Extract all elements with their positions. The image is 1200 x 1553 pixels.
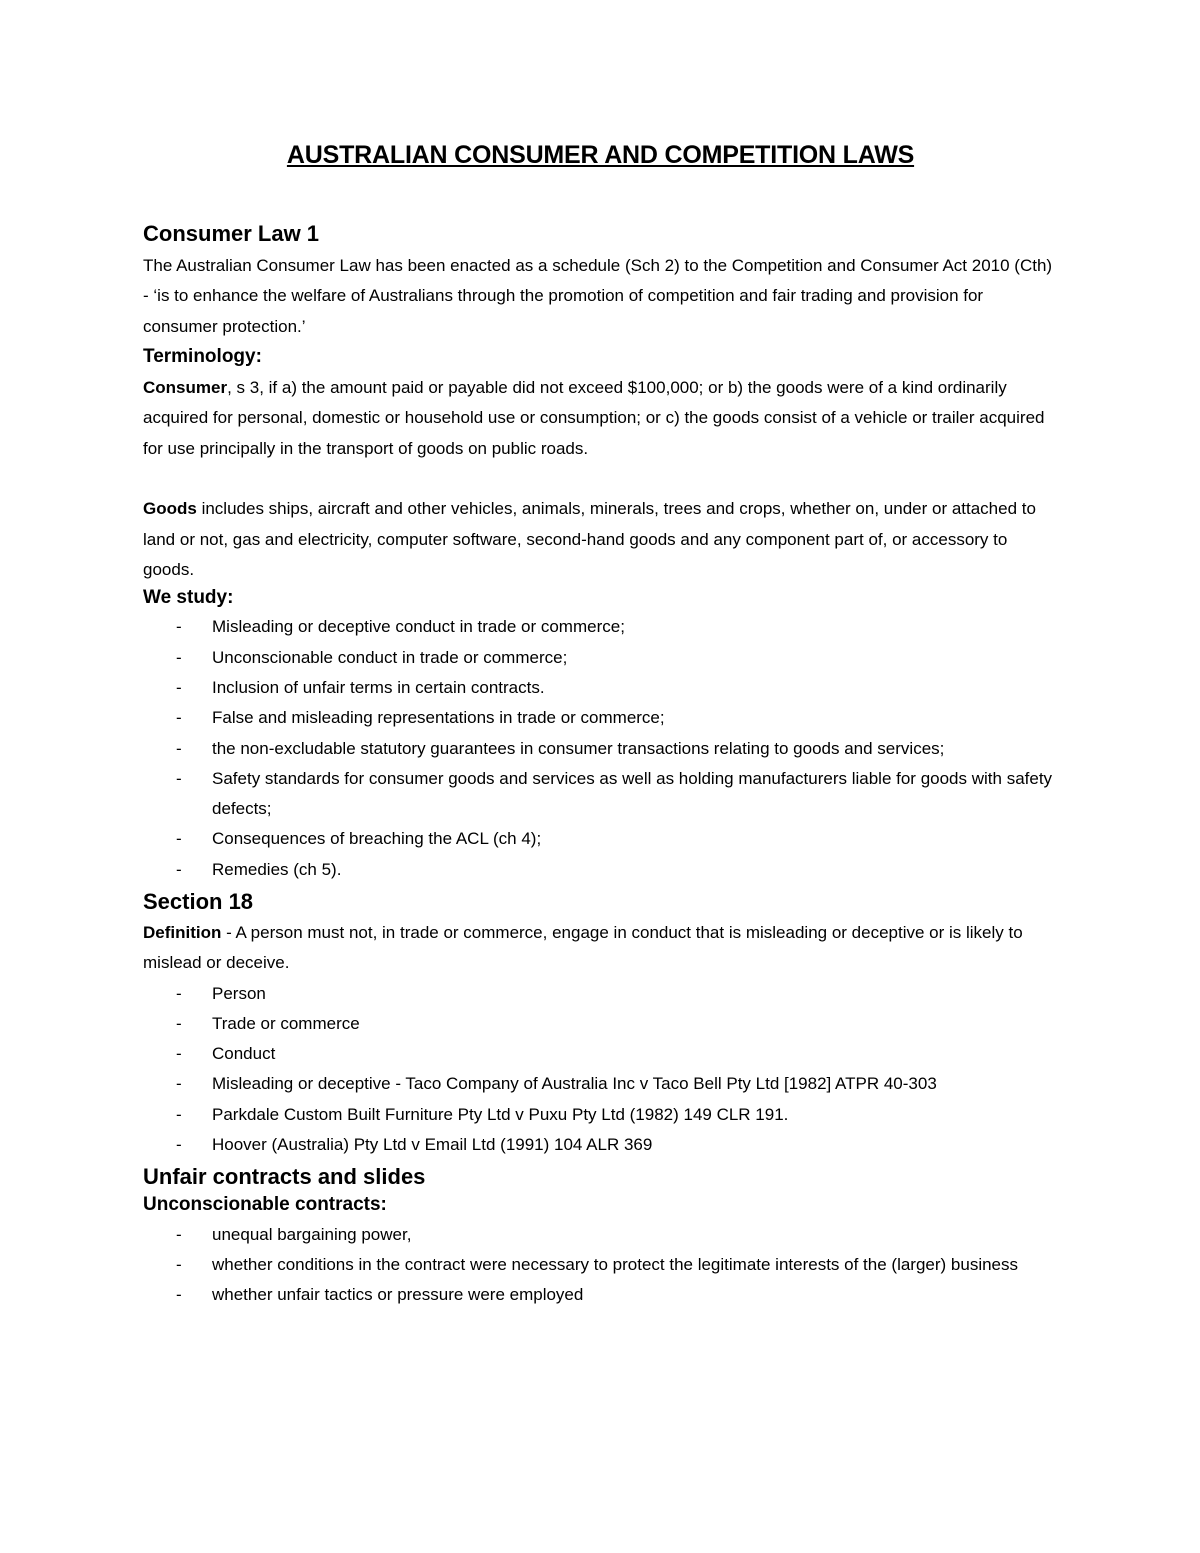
consumer-law-intro: The Australian Consumer Law has been enacted as a schedule (Sch 2) to the Competition and Consumer Act 2010 (Cth) - ‘is to enhance the welfare of Australians through the promotion of competition and fair trading and provision for consumer protection.’ [143, 255, 1053, 336]
goods-term: Goods [143, 499, 197, 519]
list-item: - Inclusion of unfair terms in certain contracts. [143, 673, 1058, 703]
list-item: - Hoover (Australia) Pty Ltd v Email Ltd (1991) 104 ALR 369 [143, 1130, 1058, 1160]
list-item: - Misleading or deceptive conduct in trade or commerce; [143, 612, 1058, 642]
goods-definition-text: includes ships, aircraft and other vehicles, animals, minerals, trees and crops, whether on, under or attached to land or not, gas and electricity, computer software, second-hand goods and any component part of, or accessory to goods. [143, 499, 1036, 580]
consumer-definition [143, 373, 1058, 465]
list-item: - False and misleading representations in trade or commerce; [143, 703, 1058, 733]
consumer-definition-text: , s 3, if a) the amount paid or payable did not exceed $100,000; or b) the goods were of a kind ordinarily acquired for personal, domestic or household use or consumption; or c) the goods consist of a vehicle or trailer acquired for use principally in the transport of goods on public roads. [143, 377, 1045, 458]
list-item: - Misleading or deceptive - Taco Company of Australia Inc v Taco Bell Pty Ltd [1982] ATPR 40-303 [143, 1069, 1058, 1099]
we-study-list [143, 612, 1058, 885]
consumer-term: Consumer [143, 377, 228, 397]
document-page [143, 140, 1058, 1310]
goods-definition [143, 494, 1058, 586]
list-item: - Conduct [143, 1039, 1058, 1069]
definition-text: - A person must not, in trade or commerce, engage in conduct that is misleading or deceptive or is likely to mislead or deceive. [143, 922, 1023, 973]
section-18-list [143, 979, 1058, 1161]
terminology-heading: Terminology: [143, 346, 262, 367]
list-item: - Trade or commerce [143, 1009, 1058, 1039]
consumer-law-heading: Consumer Law 1 [143, 221, 320, 246]
unconscionable-contracts-heading: Unconscionable contracts: [143, 1193, 387, 1215]
section-18-definition [143, 918, 1058, 979]
list-item: - whether conditions in the contract were necessary to protect the legitimate interests of the (larger) business [143, 1250, 1058, 1280]
list-item: - Unconscionable conduct in trade or commerce; [143, 643, 1058, 673]
list-item: - Safety standards for consumer goods and services as well as holding manufacturers liable for goods with safety defects; [143, 764, 1058, 825]
list-item: - Parkdale Custom Built Furniture Pty Ltd v Puxu Pty Ltd (1982) 149 CLR 191. [143, 1100, 1058, 1130]
unconscionable-list [143, 1220, 1058, 1311]
list-item: - whether unfair tactics or pressure were employed [143, 1280, 1058, 1310]
document-title: AUSTRALIAN CONSUMER AND COMPETITION LAWS [286, 141, 915, 169]
definition-term: Definition [143, 922, 222, 942]
list-item: - the non-excludable statutory guarantees in consumer transactions relating to goods and services; [143, 734, 1058, 764]
list-item: - Person [143, 979, 1058, 1009]
list-item: - Consequences of breaching the ACL (ch 4); [143, 824, 1058, 854]
section-18-heading: Section 18 [143, 889, 254, 915]
unfair-contracts-heading: Unfair contracts and slides [143, 1164, 426, 1190]
list-item: - Remedies (ch 5). [143, 855, 1058, 885]
list-item: - unequal bargaining power, [143, 1220, 1058, 1250]
we-study-heading: We study: [143, 586, 234, 608]
